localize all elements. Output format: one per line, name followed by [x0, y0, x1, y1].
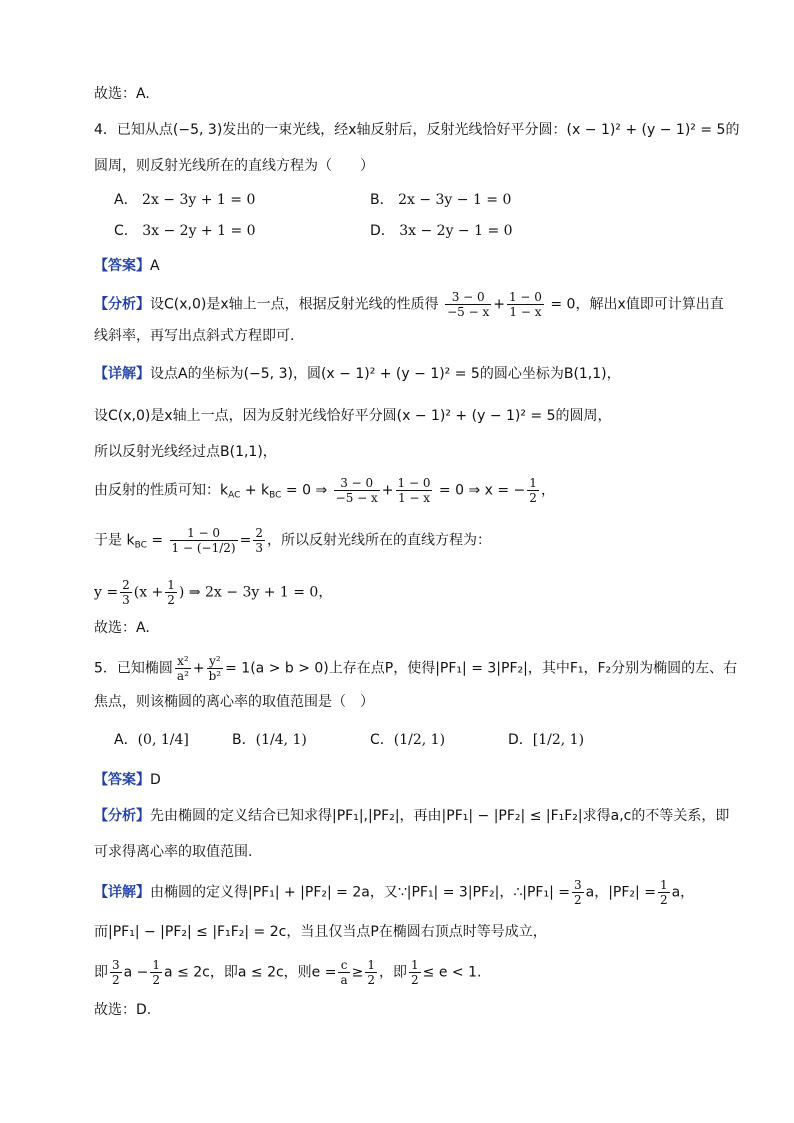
q5-final: 故选：D. — [94, 1002, 152, 1018]
prev-answer-line: 故选：A. — [94, 86, 150, 102]
answer-value: A — [150, 258, 160, 274]
q4-stem-line2: 圆周，则反射光线所在的直线方程为（ ） — [94, 158, 374, 174]
fraction: $\frac{3 - 0}{-5 - x}$ — [335, 476, 378, 505]
option-text: (1/4, 1) — [255, 732, 307, 748]
option-label: D． — [508, 732, 533, 748]
detail-text: 即 — [94, 964, 108, 981]
detail-text: ，所以反射光线所在的直线方程为： — [266, 532, 491, 549]
answer-tag: 【答案】 — [94, 258, 150, 274]
detail-text: ≥ — [351, 964, 364, 981]
fraction: $\frac{3}{2}$ — [574, 878, 582, 907]
fraction: $\frac{2}{3}$ — [122, 578, 130, 607]
fraction: $\frac{3 - 0}{-5 - x}$ — [447, 290, 490, 319]
detail-text: a， — [671, 884, 695, 901]
option-label: D． — [370, 223, 395, 239]
fraction: $\frac{1}{2}$ — [659, 878, 668, 907]
q4-option-d — [370, 221, 513, 241]
fraction: $\frac{c}{a}$ — [340, 958, 348, 987]
detail-text: = 0 ⇒ x = − — [438, 482, 526, 499]
detail-text: a − — [123, 964, 149, 981]
detail-text: ) ⇒ 2x − 3y + 1 = 0， — [178, 584, 333, 601]
q5-analysis-line2: 可求得离心率的取值范围. — [94, 844, 253, 860]
q4-detail-line5: 于是 $k_{BC}$ = $\frac{1 - 0}{1 - (-1/2)}$ = $\frac{2}{3}$ ，所以反射光线所在的直线方程为： — [94, 526, 491, 555]
option-text: 3x − 2y − 1 = 0 — [399, 223, 513, 239]
q4-detail-line2: 设C(x,0)是x轴上一点，因为反射光线恰好平分圆(x − 1)² + (y − 1)² = 5的圆周， — [94, 408, 612, 424]
detail-text: y = — [94, 584, 119, 601]
option-label: C． — [370, 732, 394, 748]
detail-text: a，|PF₂| = — [585, 884, 656, 901]
q5-answer — [94, 770, 161, 790]
fraction: $\frac{1}{2}$ — [411, 958, 419, 987]
q4-option-a — [114, 190, 255, 210]
q5-option-b — [232, 730, 307, 750]
option-text: 2x − 3y − 1 = 0 — [398, 192, 512, 208]
q4-option-b — [370, 190, 511, 210]
detail-text: 设点A的坐标为(−5, 3)，圆(x − 1)² + (y − 1)² = 5的圆心坐标为B(1,1)， — [150, 366, 621, 382]
detail-tag: 【详解】 — [94, 884, 150, 901]
detail-text: ，即 — [379, 964, 408, 981]
detail-text: 由椭圆的定义得|PF₁| + |PF₂| = 2a，又∵|PF₁| = 3|PF₂|，∴|PF₁| = — [150, 884, 570, 901]
q4-analysis-line2: 线斜率，再写出点斜式方程即可. — [94, 328, 295, 344]
option-text: [1/2, 1) — [532, 732, 585, 748]
detail-text: = 0 ⇒ — [281, 482, 328, 499]
option-label: A． — [114, 192, 138, 208]
fraction: $\frac{3}{2}$ — [112, 958, 120, 987]
detail-text: + k — [240, 482, 270, 499]
q5-analysis-line1 — [94, 806, 729, 826]
option-label: B． — [232, 732, 256, 748]
detail-text: a ≤ 2c，即a ≤ 2c，则e = — [164, 964, 337, 981]
option-label: A． — [114, 732, 138, 748]
q4-detail-line6 — [94, 578, 332, 607]
q5-detail-line3 — [94, 958, 481, 987]
detail-text: ≤ e < 1. — [422, 964, 482, 981]
answer-tag: 【答案】 — [94, 772, 150, 788]
q5-option-a — [114, 730, 189, 750]
detail-text: 由反射的性质可知：k — [94, 482, 229, 499]
fraction: $\frac{1}{2}$ — [167, 578, 175, 607]
option-label: C． — [114, 223, 138, 239]
stem-text: 5．已知椭圆 — [94, 660, 173, 677]
option-text: (0, 1/4] — [137, 732, 189, 748]
analysis-text: 设C(x,0)是x轴上一点，根据反射光线的性质得 — [150, 296, 439, 313]
analysis-tag: 【分析】 — [94, 296, 150, 313]
q4-detail-line3: 所以反射光线经过点B(1,1)， — [94, 444, 277, 460]
q4-detail-line4: 由反射的性质可知：$k_{AC} + k_{BC} = 0$ ⇒ $\frac{3 - 0}{-5 - x}$ + $\frac{1 - 0}{1 - x}$ = 0 ⇒ x = − $\frac{1}{2}$ ， — [94, 476, 555, 505]
fraction: $\frac{2}{3}$ — [255, 526, 263, 555]
q5-detail-line2: 而|PF₁| − |PF₂| ≤ |F₁F₂| = 2c，当且仅当点P在椭圆右顶点时等号成立， — [94, 924, 547, 940]
q5-detail-line1 — [94, 878, 694, 907]
detail-text: (x + — [133, 584, 164, 601]
fraction: $\frac{\text{y²}}{\text{b²}}$ — [208, 654, 222, 683]
q5-option-d — [508, 730, 584, 750]
fraction: $\frac{\text{x²}}{\text{a²}}$ — [176, 654, 189, 683]
fraction: $\frac{1}{2}$ — [529, 476, 537, 505]
option-text: (1/2, 1) — [393, 732, 446, 748]
stem-text: = 1(a > b > 0)上存在点P，使得|PF₁| = 3|PF₂|，其中F₁，F₂分别为椭圆的左、右 — [225, 660, 738, 677]
q5-option-c — [370, 730, 445, 750]
analysis-text: = 0，解出x值即可计算出直 — [550, 296, 724, 313]
detail-text: 于是 k — [94, 532, 135, 549]
q4-detail-line1 — [94, 364, 621, 384]
q4-analysis-line1: 【分析】设C(x,0)是x轴上一点，根据反射光线的性质得 $\frac{3 - 0}{-5 - x}$ + $\frac{1 - 0}{1 - x}$ = 0，解出x值即可计算出直 — [94, 290, 724, 319]
option-text: 3x − 2y + 1 = 0 — [142, 223, 256, 239]
subscript: BC — [269, 490, 282, 501]
q4-final: 故选：A. — [94, 620, 150, 636]
fraction: $\frac{1 - 0}{1 - x}$ — [397, 476, 431, 505]
fraction: $\frac{1 - 0}{1 - x}$ — [508, 290, 542, 319]
analysis-tag: 【分析】 — [94, 808, 150, 824]
answer-value: D — [150, 772, 161, 788]
fraction: $\frac{1}{2}$ — [152, 958, 161, 987]
q5-stem-line1: 5．已知椭圆 $\frac{\text{x²}}{\text{a²}}$ + $\frac{\text{y²}}{\text{b²}}$ = 1(a > b > 0)上存在点P，使得|PF₁| = 3|PF₂|，其中F₁，F₂分别为椭圆的左、右 — [94, 654, 738, 683]
q4-option-c — [114, 221, 256, 241]
option-label: B． — [370, 192, 394, 208]
detail-tag: 【详解】 — [94, 366, 150, 382]
option-text: 2x − 3y + 1 = 0 — [142, 192, 256, 208]
q5-stem-line2: 焦点，则该椭圆的离心率的取值范围是（ ） — [94, 694, 374, 710]
fraction: $\frac{1}{2}$ — [367, 958, 376, 987]
fraction: $\frac{1 - 0}{1 - (-1/2)}$ — [171, 526, 236, 555]
q4-answer — [94, 256, 160, 276]
subscript: BC — [134, 540, 147, 551]
q4-stem-line1: 4．已知从点(−5, 3)发出的一束光线，经x轴反射后，反射光线恰好平分圆：(x − 1)² + (y − 1)² = 5的 — [94, 122, 740, 138]
analysis-text: 先由椭圆的定义结合已知求得|PF₁|,|PF₂|，再由|PF₁| − |PF₂| ≤ |F₁F₂|求得a,c的不等关系，即 — [150, 808, 730, 824]
subscript: AC — [228, 490, 241, 501]
